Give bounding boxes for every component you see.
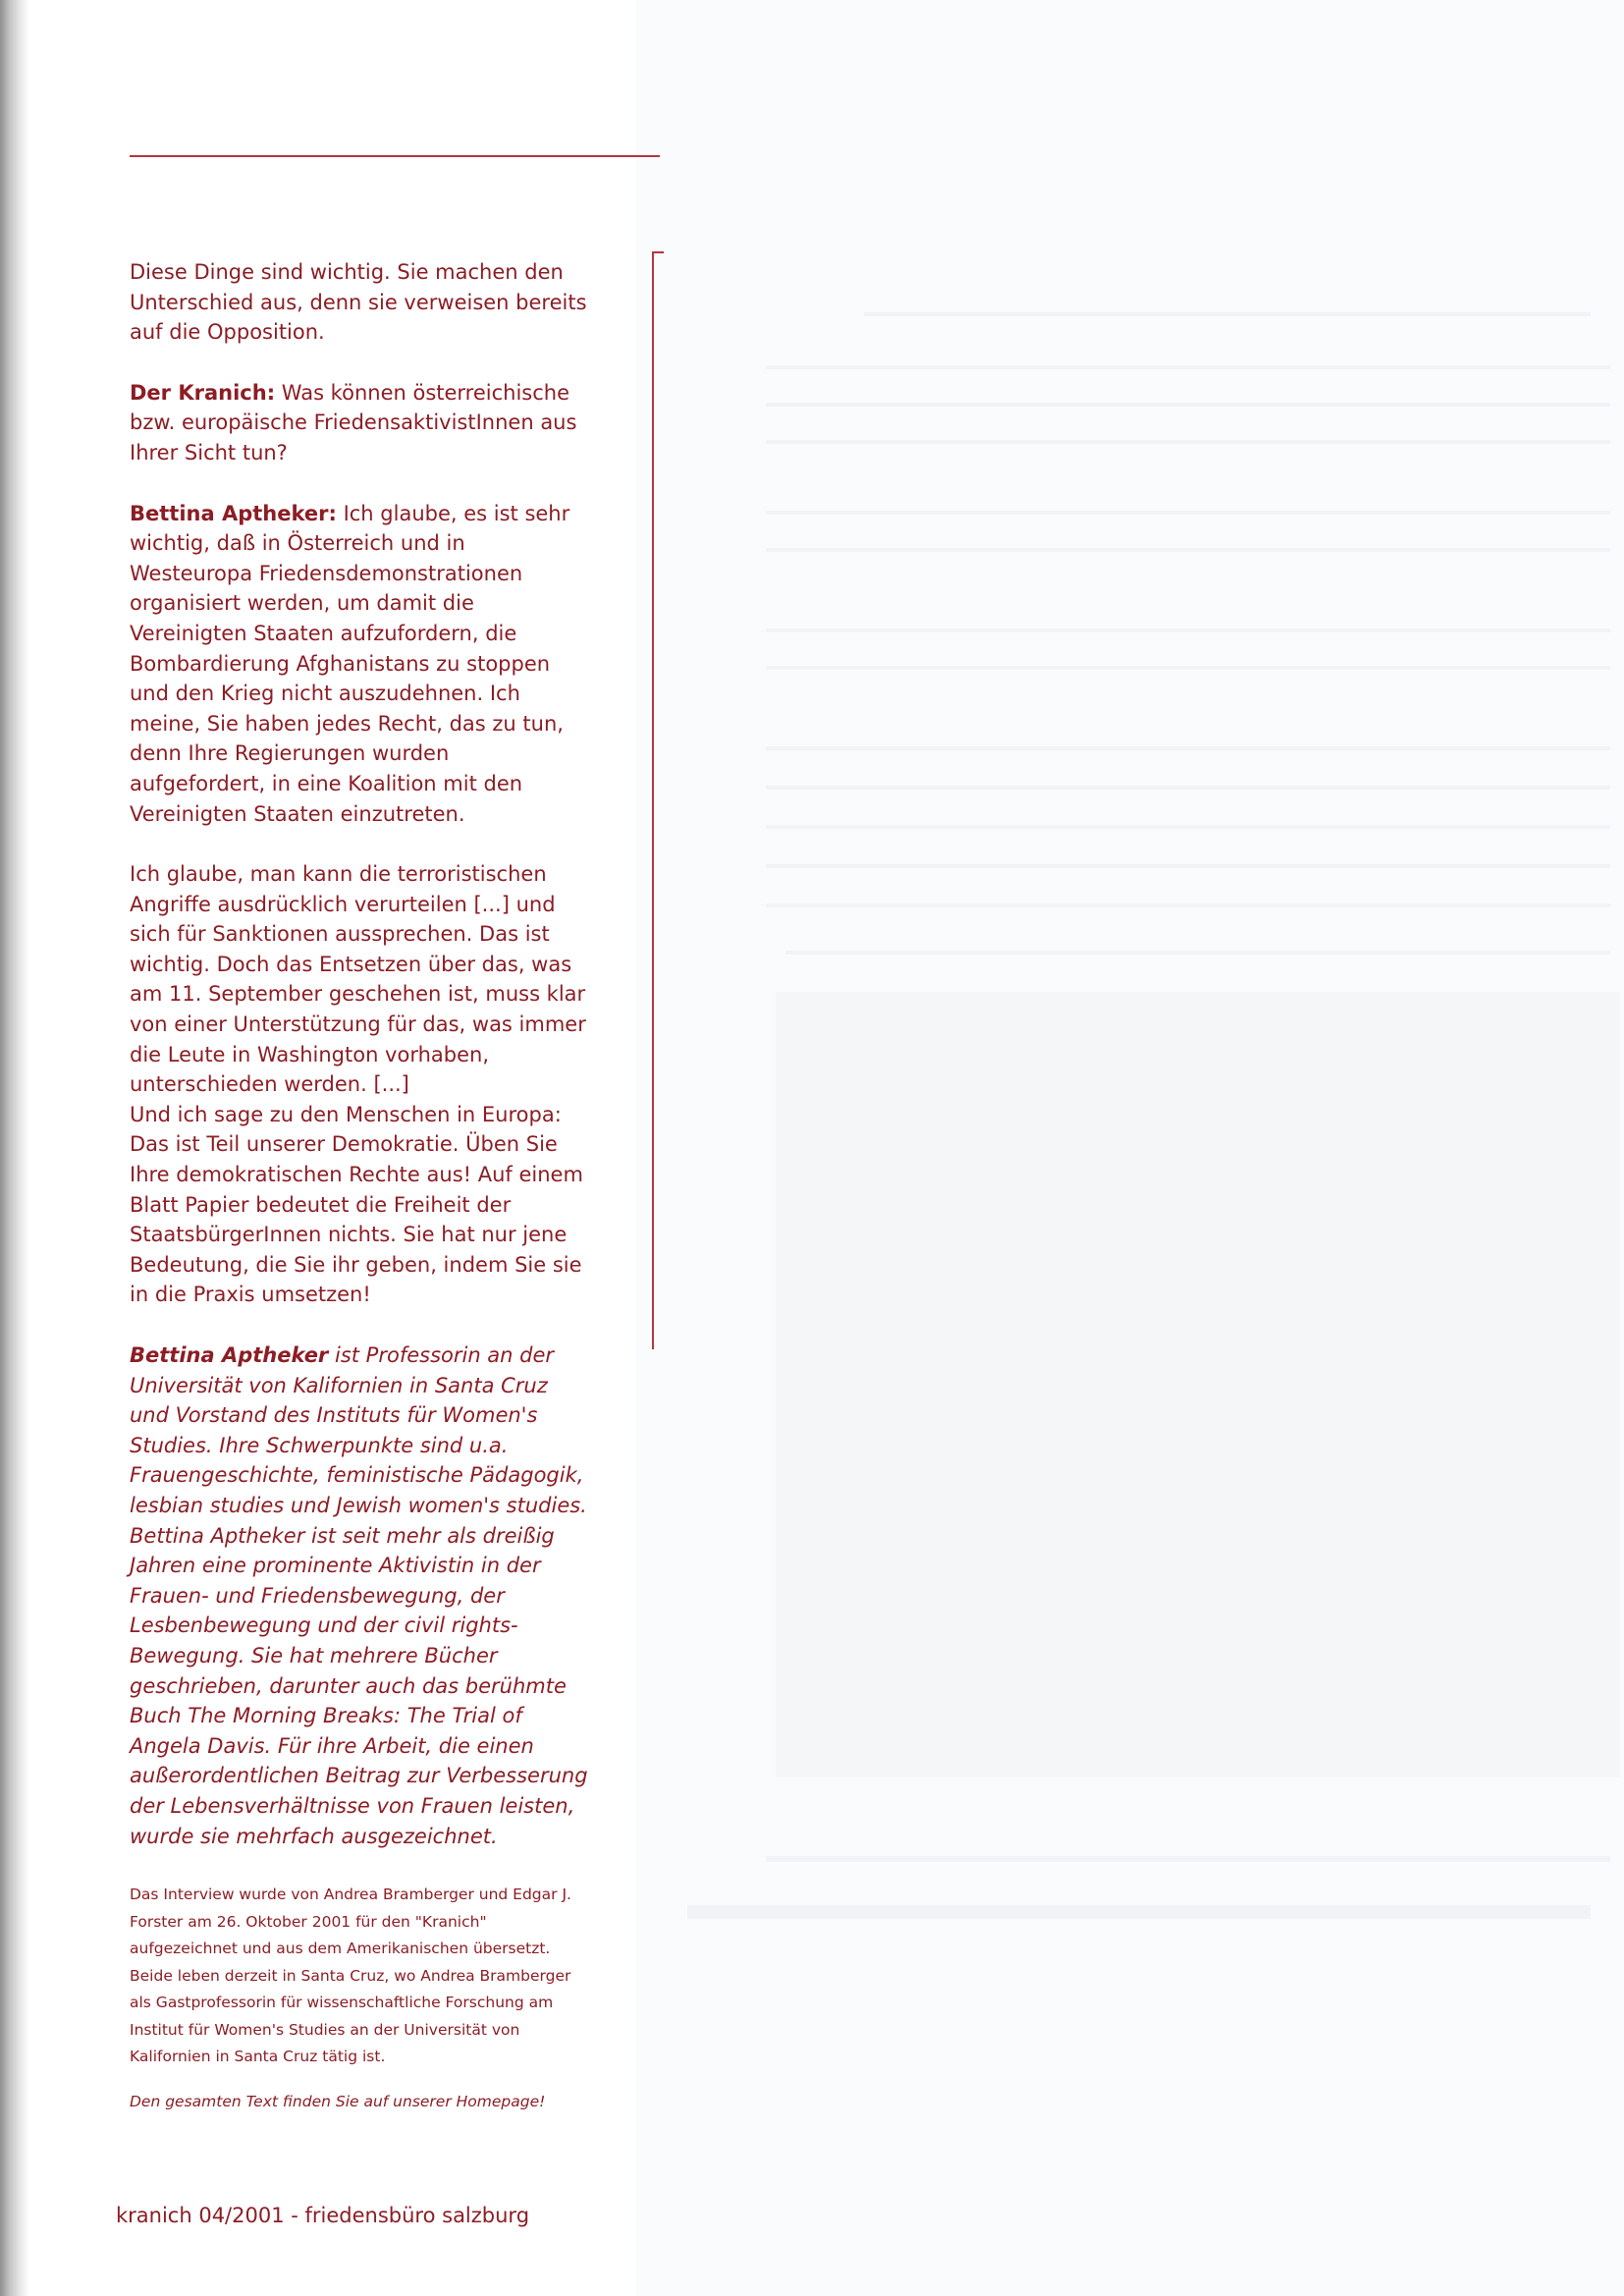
- author-bio: [130, 1340, 591, 1851]
- show-through-line: [766, 786, 1610, 790]
- show-through-line: [766, 629, 1610, 632]
- article-column: [130, 257, 591, 2115]
- show-through-line: [766, 864, 1610, 868]
- page-footer: kranich 04/2001 - friedensbüro salzburg: [116, 2204, 530, 2227]
- show-through-line: [785, 951, 1610, 955]
- show-through-line: [766, 666, 1610, 670]
- homepage-note: Den gesamten Text finden Sie auf unserer Homepage!: [130, 2092, 546, 2110]
- show-through-line: [766, 511, 1610, 515]
- bio-name: Bettina Aptheker: [130, 1343, 329, 1367]
- interview-credits: Das Interview wurde von Andrea Bramberger und Edgar J. Forster am 26. Oktober 2001 für den "Kranich" aufgezeichnet und aus dem Amerikanischen übersetzt. Beide leben derzeit in Santa Cruz, wo Andrea Bramberger als Gastprofessorin für wissenschaftliche Forschung am Institut für Women's Studies an der Universität von Kalifornien in Santa Cruz tätig ist.: [130, 1886, 571, 2066]
- body-paragraph: Und ich sage zu den Menschen in Europa: Das ist Teil unserer Demokratie. Üben Sie Ihre demokratischen Rechte aus! Auf einem Blatt Papier bedeutet die Freiheit der StaatsbürgerInnen nichts. Sie hat nur jene Bedeutung, die Sie ihr geben, indem Sie sie in die Praxis umsetzen!: [130, 1102, 583, 1307]
- show-through-line: [766, 365, 1610, 369]
- show-through-line: [766, 825, 1610, 829]
- column-bracket-rule: [652, 251, 664, 1349]
- show-through-line: [766, 1856, 1610, 1862]
- show-through-line: [766, 548, 1610, 552]
- answer-paragraph: [130, 499, 591, 830]
- show-through-line: [766, 403, 1610, 407]
- show-through-line: [687, 1905, 1591, 1919]
- intro-paragraph: Diese Dinge sind wichtig. Sie machen den Unterschied aus, denn sie verweisen bereits auf die Opposition.: [130, 260, 587, 345]
- show-through-line: [766, 903, 1610, 907]
- show-through-line: [766, 746, 1610, 750]
- scan-edge-shadow: [0, 0, 29, 2296]
- answer-text: Ich glaube, es ist sehr wichtig, daß in Österreich und in Westeuropa Friedensdemonstrationen organisiert werden, um damit die Vereinigten Staaten aufzufordern, die Bombardierung Afghanistans zu stoppen und den Krieg nicht auszudehnen. Ich meine, Sie haben jedes Recht, das zu tun, denn Ihre Regierungen wurden aufgefordert, in eine Koalition mit den Vereinigten Staaten einzutreten.: [130, 501, 570, 826]
- bio-text: ist Professorin an der Universität von Kalifornien in Santa Cruz und Vorstand des Instituts für Women's Studies. Ihre Schwerpunkte sind u.a. Frauengeschichte, feministische Pädagogik, lesbian studies und Jewish women's studies. Bettina Aptheker ist seit mehr als dreißig Jahren eine prominente Aktivistin in der Frauen- und Friedensbewegung, der Lesbenbewegung und der civil rights-Bewegung. Sie hat mehrere Bücher geschrieben, darunter auch das berühmte Buch The Morning Breaks: The Trial of Angela Davis. Für ihre Arbeit, die einen außerordentlichen Beitrag zur Verbesserung der Lebensverhältnisse von Frauen leisten, wurde sie mehrfach ausgezeichnet.: [130, 1343, 588, 1848]
- interviewer-label: Der Kranich:: [130, 380, 276, 405]
- body-paragraph: Ich glaube, man kann die terroristischen Angriffe ausdrücklich verurteilen [...] und sich für Sanktionen aussprechen. Das ist wichtig. Doch das Entsetzen über das, was am 11. September geschehen ist, muss klar von einer Unterstützung für das, was immer die Leute in Washington vorhaben, unterschieden werden. [...]: [130, 862, 586, 1097]
- show-through-line: [864, 312, 1591, 316]
- interviewee-label: Bettina Aptheker:: [130, 501, 337, 525]
- show-through-image-area: [776, 992, 1620, 1777]
- question-paragraph: [130, 378, 591, 468]
- top-rule: [130, 155, 660, 157]
- show-through-line: [766, 440, 1610, 444]
- question-text: Was können österreichische bzw. europäische FriedensaktivistInnen aus Ihrer Sicht tun?: [130, 380, 577, 465]
